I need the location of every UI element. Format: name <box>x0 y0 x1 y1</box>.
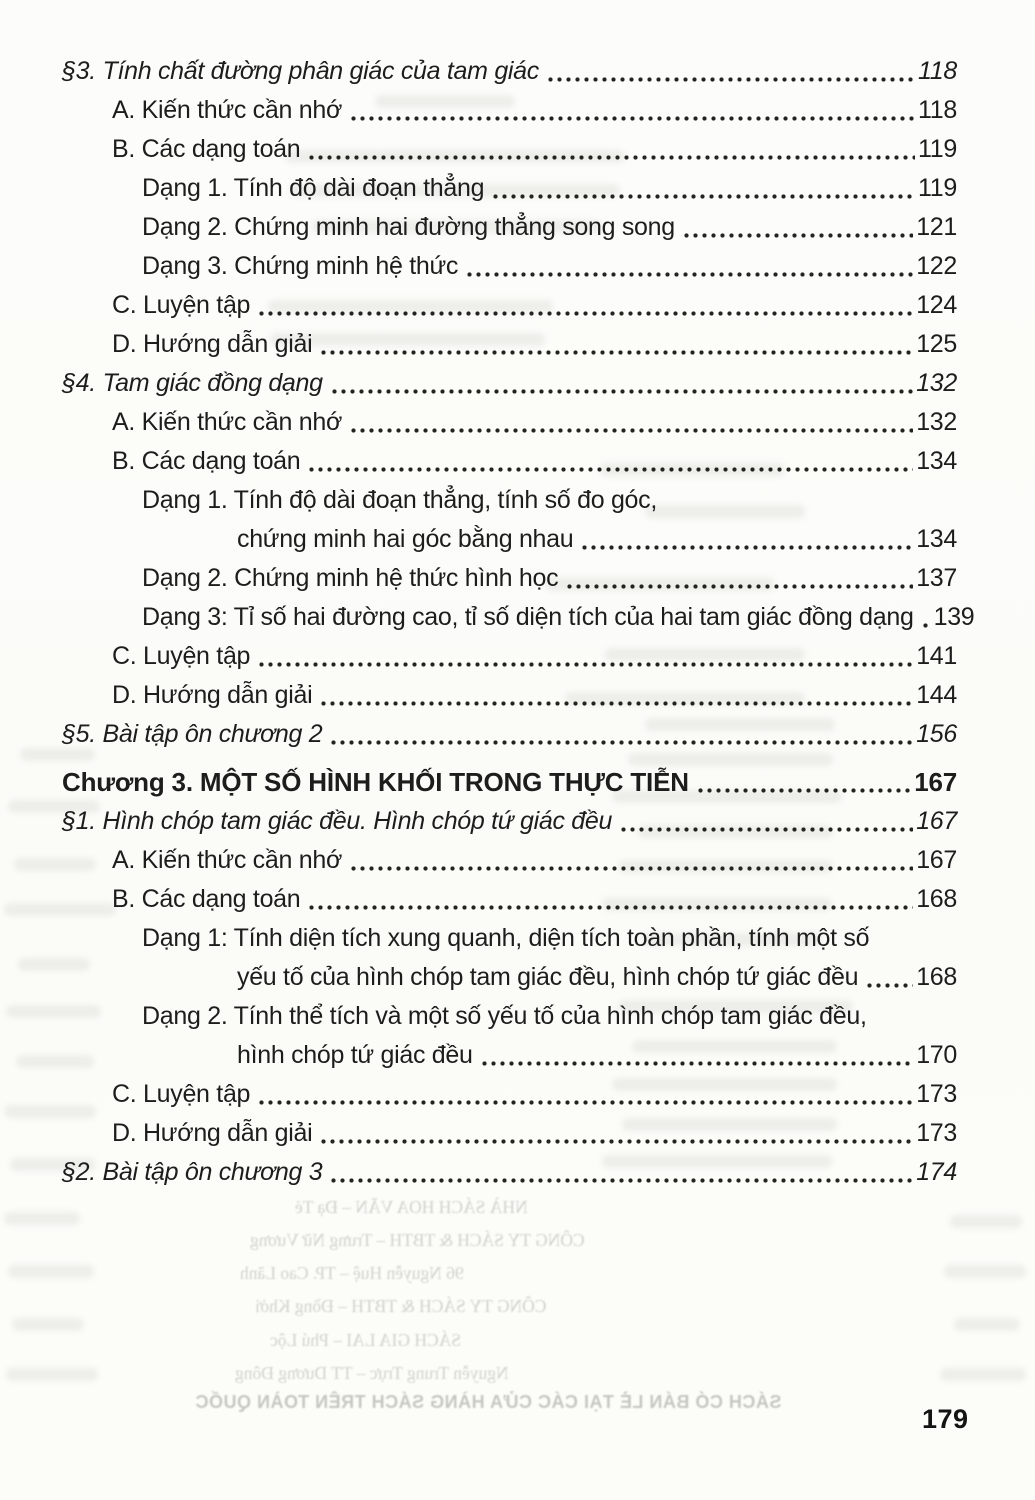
toc-page-number: 119 <box>918 135 957 163</box>
toc-entry-label: chứng minh hai góc bằng nhau <box>237 525 574 553</box>
dot-leader <box>329 740 913 745</box>
toc-row <box>62 364 957 403</box>
bleedthrough-text: NHÀ SÁCH HOA VĂN – Đạ Tẻ <box>295 1197 528 1217</box>
toc-entry-label: A. Kiến thức cần nhớ <box>112 96 343 124</box>
dot-leader <box>349 116 915 121</box>
toc-row <box>62 958 957 997</box>
dot-leader <box>257 662 913 667</box>
dot-leader <box>349 428 913 433</box>
toc-entry-label: yếu tố của hình chóp tam giác đều, hình chóp tứ giác đều <box>237 963 859 991</box>
toc-entry-label: D. Hướng dẫn giải <box>112 1119 313 1147</box>
dot-leader <box>319 701 913 706</box>
toc-entry-label: D. Hướng dẫn giải <box>112 330 313 358</box>
dot-leader <box>307 905 913 910</box>
toc-row <box>62 325 957 364</box>
dot-leader <box>580 545 913 550</box>
toc-page-number: 118 <box>918 57 957 85</box>
toc-page-number: 122 <box>916 252 957 280</box>
bleedthrough-smudge <box>8 1265 94 1278</box>
bleedthrough-smudge <box>6 1368 98 1381</box>
dot-leader <box>491 194 915 199</box>
toc-page-number: 173 <box>916 1119 957 1147</box>
toc-row <box>62 403 957 442</box>
dot-leader <box>865 983 913 988</box>
dot-leader <box>696 788 911 793</box>
toc-page-number: 119 <box>918 174 957 202</box>
toc-list <box>62 52 975 1192</box>
dot-leader <box>619 827 913 832</box>
bleedthrough-text: 96 Nguyễn Huệ – TP. Cao Lãnh <box>240 1263 464 1283</box>
toc-row <box>62 763 957 802</box>
toc-page-number: 167 <box>914 767 957 797</box>
toc-row <box>62 1036 957 1075</box>
dot-leader <box>307 155 915 160</box>
toc-page-number: 132 <box>916 369 957 397</box>
toc-row <box>62 715 957 754</box>
toc-entry-label: §5. Bài tập ôn chương 2 <box>62 720 323 748</box>
toc-page-number: 124 <box>916 291 957 319</box>
dot-leader <box>257 1100 913 1105</box>
bleedthrough-smudge <box>950 1215 1022 1228</box>
toc-row <box>62 559 957 598</box>
toc-entry-label: Dạng 1. Tính độ dài đoạn thẳng <box>142 174 485 202</box>
toc-entry-label: Dạng 1. Tính độ dài đoạn thẳng, tính số đo góc, <box>142 486 658 514</box>
toc-row <box>62 520 957 559</box>
toc-row <box>62 919 957 958</box>
dot-leader <box>319 1139 913 1144</box>
toc-entry-label: B. Các dạng toán <box>112 885 301 913</box>
toc-page-number: 167 <box>916 807 957 835</box>
dot-leader <box>307 467 913 472</box>
toc-row <box>62 637 957 676</box>
bleedthrough-text: CÔNG TY SÁCH & TBTH – Trưng Nữ Vương <box>250 1230 585 1250</box>
toc-row <box>62 169 957 208</box>
toc-entry-label: Dạng 2. Chứng minh hai đường thẳng song song <box>142 213 675 241</box>
toc-entry-label: Dạng 2. Chứng minh hệ thức hình học <box>142 564 559 592</box>
bleedthrough-smudge <box>12 1318 84 1331</box>
toc-page-number: 134 <box>916 525 957 553</box>
toc-row <box>62 1114 957 1153</box>
toc-entry-label: A. Kiến thức cần nhớ <box>112 408 343 436</box>
toc-page-number: 170 <box>916 1041 957 1069</box>
toc-page-number: 118 <box>918 96 957 124</box>
bleedthrough-text: Nguyễn Trung Trực – TT Dương Đông <box>235 1363 509 1383</box>
dot-leader <box>921 623 931 628</box>
toc-row <box>62 598 975 637</box>
dot-leader <box>349 866 913 871</box>
toc-entry-label: §3. Tính chất đường phân giác của tam giác <box>62 57 539 85</box>
dot-leader <box>465 272 913 277</box>
toc-entry-label: hình chóp tứ giác đều <box>237 1041 473 1069</box>
toc-entry-label: A. Kiến thức cần nhớ <box>112 846 343 874</box>
toc-page-number: 168 <box>916 885 957 913</box>
bleedthrough-smudge <box>940 1368 1026 1381</box>
bleedthrough-smudge <box>954 1318 1020 1331</box>
dot-leader <box>546 77 915 82</box>
toc-row <box>62 481 957 520</box>
toc-entry-label: Dạng 3. Chứng minh hệ thức <box>142 252 459 280</box>
toc-page-number: 137 <box>916 564 957 592</box>
toc-page-number: 168 <box>916 963 957 991</box>
toc-entry-label: C. Luyện tập <box>112 1080 251 1108</box>
bleedthrough-text: SÁCH CÓ BÁN LẺ TẠI CÁC CỬA HÀNG SÁCH TRÊN TOÀN QUỐC <box>195 1392 782 1412</box>
dot-leader <box>565 584 913 589</box>
toc-entry-label: Chương 3. MỘT SỐ HÌNH KHỐI TRONG THỰC TIỄN <box>62 767 689 797</box>
folio-page-number: 179 <box>922 1404 969 1434</box>
toc-entry-label: §4. Tam giác đồng dạng <box>62 369 323 397</box>
toc-entry-label: C. Luyện tập <box>112 291 251 319</box>
toc-row <box>62 1153 957 1192</box>
toc-entry-label: C. Luyện tập <box>112 642 251 670</box>
toc-page-number: 141 <box>916 642 957 670</box>
dot-leader <box>330 389 913 394</box>
dot-leader <box>682 233 913 238</box>
toc-row <box>62 676 957 715</box>
toc-row <box>62 880 957 919</box>
bleedthrough-text: CÔNG TY SÁCH & TBTH – Đồng Khởi <box>255 1296 547 1316</box>
toc-page-number: 125 <box>916 330 957 358</box>
toc-page-number: 174 <box>916 1158 957 1186</box>
toc-row <box>62 208 957 247</box>
bleedthrough-text: SÁCH GIA LAI – Phú Lộc <box>270 1330 462 1350</box>
toc-row <box>62 802 957 841</box>
toc-row <box>62 247 957 286</box>
toc-page-number: 121 <box>916 213 957 241</box>
toc-page-number: 167 <box>916 846 957 874</box>
toc-row <box>62 91 957 130</box>
toc-page-number: 156 <box>916 720 957 748</box>
bleedthrough-smudge <box>944 1265 1026 1278</box>
toc-page-number: 132 <box>916 408 957 436</box>
toc-entry-label: Dạng 1: Tính diện tích xung quanh, diện tích toàn phần, tính một số <box>142 924 870 952</box>
dot-leader <box>329 1178 913 1183</box>
toc-entry-label: B. Các dạng toán <box>112 135 301 163</box>
toc-entry-label: D. Hướng dẫn giải <box>112 681 313 709</box>
toc-entry-label: §1. Hình chóp tam giác đều. Hình chóp tứ giác đều <box>62 807 613 835</box>
toc-page-number: 173 <box>916 1080 957 1108</box>
toc-row <box>62 52 957 91</box>
toc-entry-label: §2. Bài tập ôn chương 3 <box>62 1158 323 1186</box>
toc-row <box>62 1075 957 1114</box>
toc-row <box>62 442 957 481</box>
toc-entry-label: B. Các dạng toán <box>112 447 301 475</box>
bleedthrough-smudge <box>4 1212 80 1225</box>
toc-page-number: 139 <box>933 603 975 631</box>
toc-page-number: 144 <box>916 681 957 709</box>
dot-leader <box>257 311 913 316</box>
toc-row <box>62 286 957 325</box>
toc-row <box>62 130 957 169</box>
dot-leader <box>480 1061 914 1066</box>
toc-entry-label: Dạng 2. Tính thể tích và một số yếu tố của hình chóp tam giác đều, <box>142 1002 867 1030</box>
toc-entry-label: Dạng 3: Tỉ số hai đường cao, tỉ số diện tích của hai tam giác đồng dạng <box>142 603 914 631</box>
dot-leader <box>319 350 913 355</box>
toc-page-number: 134 <box>916 447 957 475</box>
toc-row <box>62 997 957 1036</box>
toc-row <box>62 841 957 880</box>
